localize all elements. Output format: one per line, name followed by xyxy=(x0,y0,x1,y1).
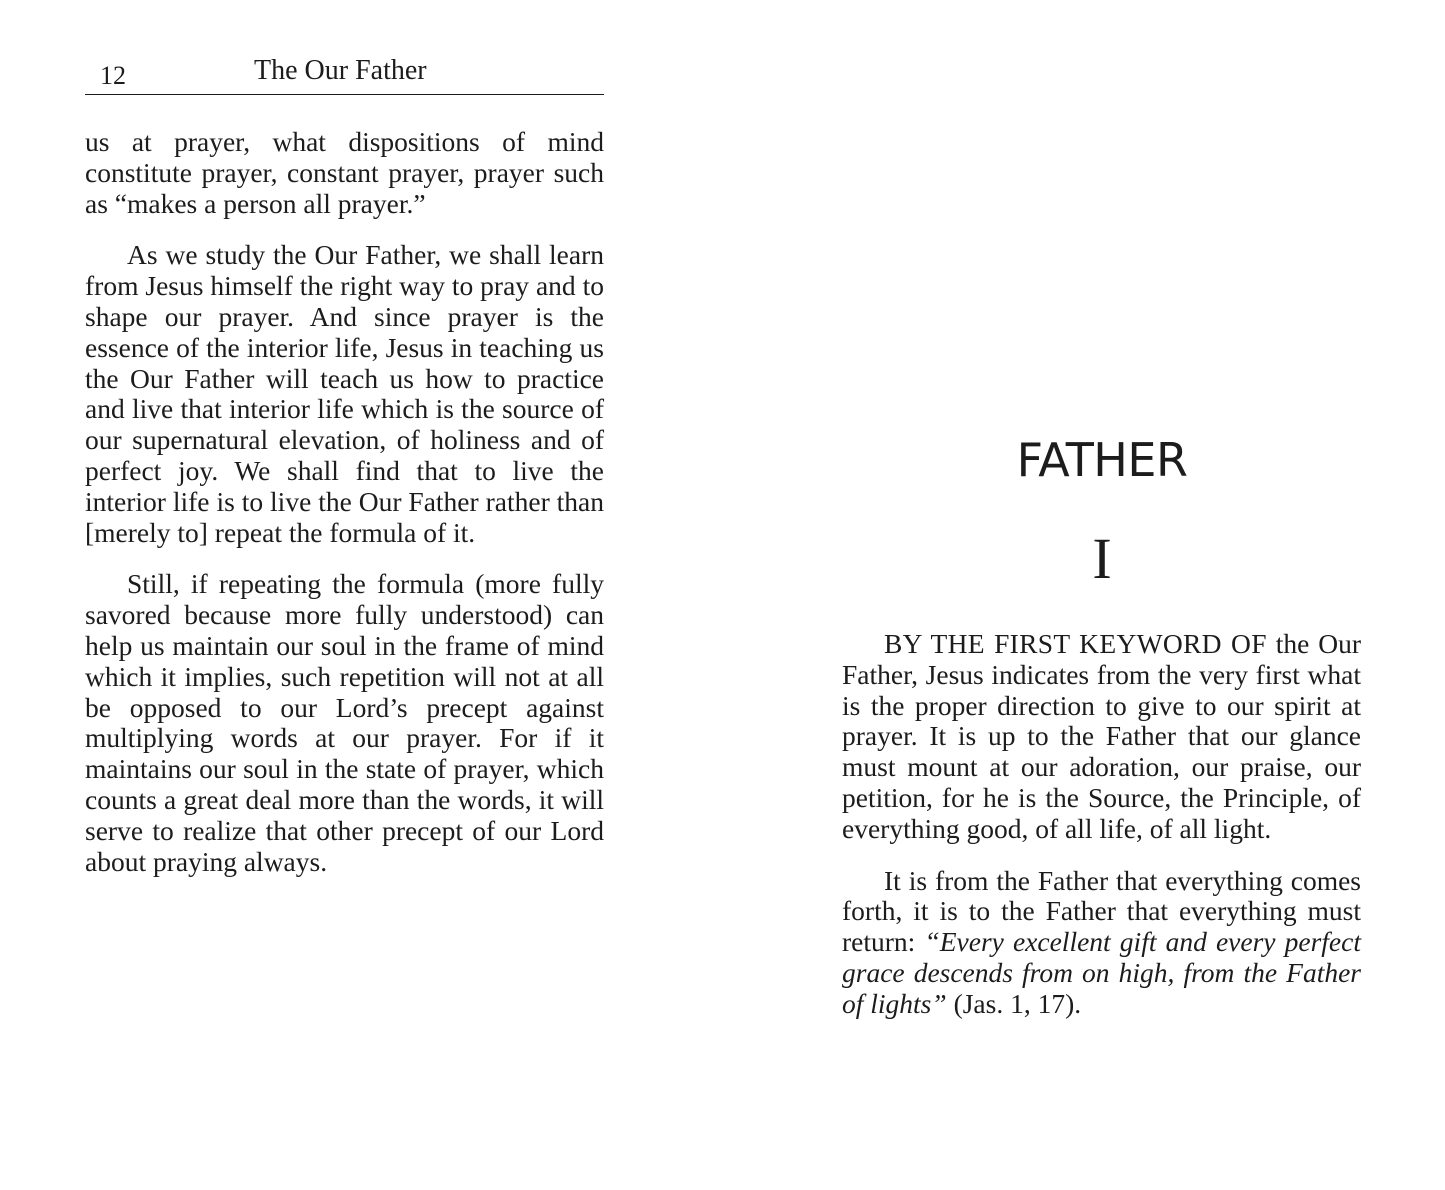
running-head xyxy=(85,52,604,95)
paragraph xyxy=(842,866,1361,1020)
running-title: The Our Father xyxy=(254,55,427,86)
scripture-citation: (Jas. 1, 17). xyxy=(946,987,1082,1019)
paragraph-text: It is from the Father that everything comes forth, it is to the Father that everything must return: xyxy=(842,864,1361,958)
paragraph: us at prayer, what dispositions of mind constitute prayer, constant prayer, prayer such as “makes a person all prayer.” xyxy=(85,126,604,219)
page-number: 12 xyxy=(100,61,126,90)
left-page xyxy=(0,0,722,1190)
paragraph-text: the Our Father, Jesus indicates from the very first what is the proper direction to give to our spirit at prayer. It is up to the Father that our glance must mount at our adoration, our praise, our petition, for he is the Source, the Principle, of everything good, of all life, of all light. xyxy=(842,628,1361,844)
chapter-lead-in: BY THE FIRST KEYWORD OF xyxy=(884,628,1267,659)
right-page xyxy=(722,0,1445,1190)
paragraph xyxy=(842,629,1361,845)
scripture-quote: “Every excellent gift and every perfect grace descends from on high, from the Father of lights” xyxy=(842,926,1361,1019)
left-text-column xyxy=(85,127,604,898)
chapter-title: FATHER xyxy=(1016,433,1188,487)
chapter-number: I xyxy=(1092,526,1112,591)
paragraph: As we study the Our Father, we shall learn from Jesus himself the right way to pray and to shape our prayer. And since prayer is the essence of the interior life, Jesus in teaching us the Our Father will teach us how to practice and live that interior life which is the source of our supernatural elevation, of holiness and of perfect joy. We shall find that to live the interior life is to live the Our Father rather than [merely to] repeat the formula of it. xyxy=(85,239,604,548)
paragraph: Still, if repeating the formula (more fully savored because more fully understood) can help us maintain our soul in the frame of mind which it implies, such repetition will not at all be opposed to our Lord’s precept against multiplying words at our prayer. For if it maintains our soul in the state of prayer, which counts a great deal more than the words, it will serve to realize that other precept of our Lord about praying always. xyxy=(85,568,604,877)
right-text-column xyxy=(842,629,1361,1041)
